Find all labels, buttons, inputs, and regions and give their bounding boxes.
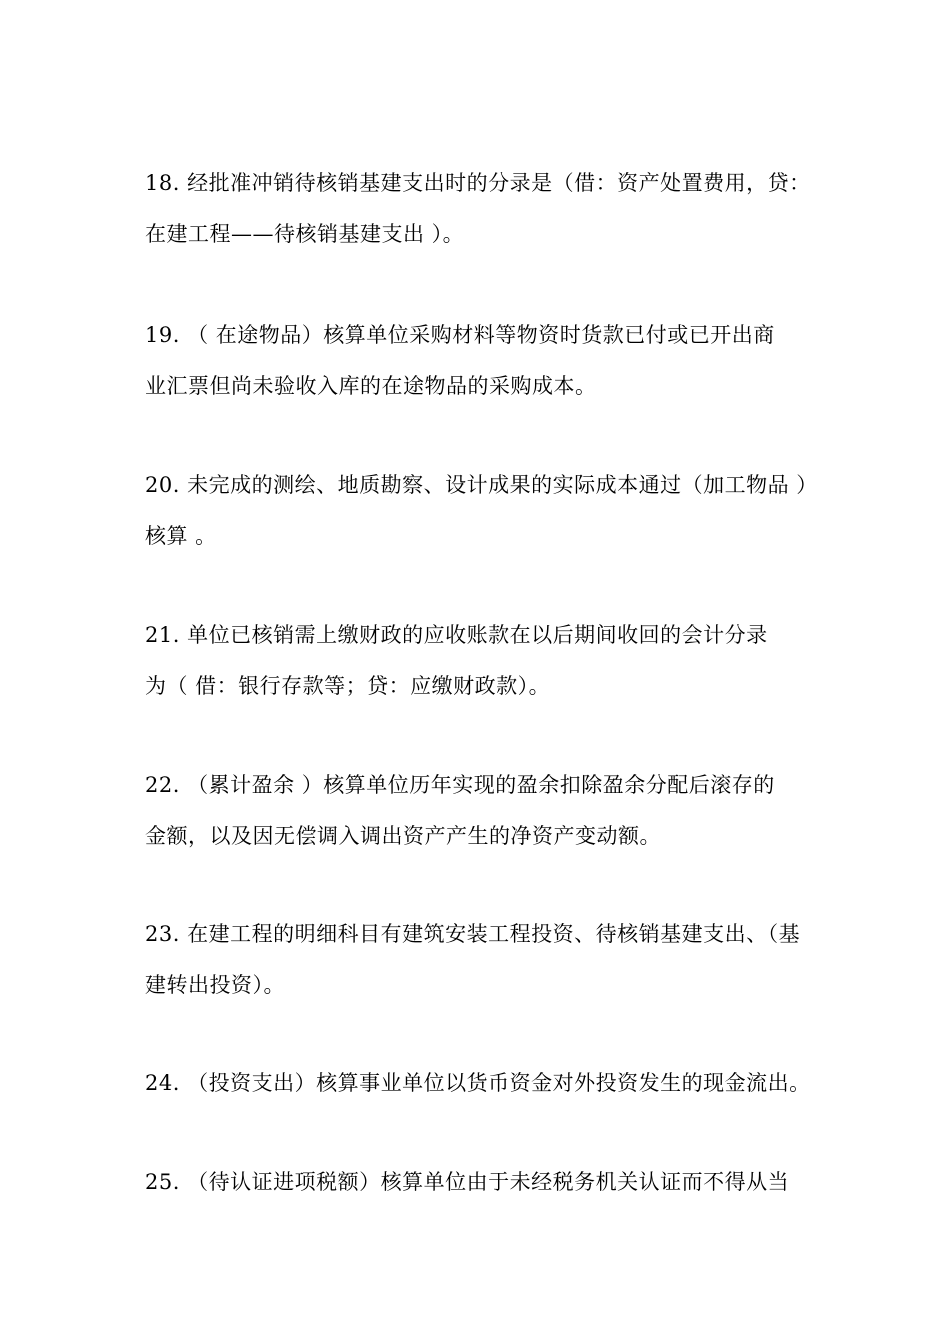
question-21 bbox=[145, 610, 810, 712]
question-21-line-2: 为（ 借：银行存款等；贷：应缴财政款）。 bbox=[145, 674, 551, 698]
question-19-line-1: 19. （ 在途物品）核算单位采购材料等物资时货款已付或已开出商 bbox=[145, 323, 775, 347]
question-20-line-1: 20. 未完成的测绘、地质勘察、设计成果的实际成本通过（加工物品 ） bbox=[145, 473, 818, 497]
question-23 bbox=[145, 909, 810, 1011]
question-18 bbox=[145, 158, 810, 260]
question-23-line-2: 建转出投资）。 bbox=[145, 973, 285, 997]
question-19 bbox=[145, 310, 810, 412]
question-18-line-2: 在建工程——待核销基建支出 ）。 bbox=[145, 222, 465, 246]
question-21-line-1: 21. 单位已核销需上缴财政的应收账款在以后期间收回的会计分录 bbox=[145, 623, 768, 647]
question-22 bbox=[145, 760, 810, 862]
question-24 bbox=[145, 1058, 810, 1109]
question-20 bbox=[145, 460, 818, 562]
question-18-line-1: 18. 经批准冲销待核销基建支出时的分录是（借：资产处置费用，贷： bbox=[145, 171, 811, 195]
question-22-line-2: 金额，以及因无偿调入调出资产产生的净资产变动额。 bbox=[145, 824, 661, 848]
question-25-line-1: 25. （待认证进项税额）核算单位由于未经税务机关认证而不得从当 bbox=[145, 1170, 790, 1194]
question-23-line-1: 23. 在建工程的明细科目有建筑安装工程投资、待核销基建支出、（基 bbox=[145, 922, 801, 946]
question-24-line-1: 24. （投资支出）核算事业单位以货币资金对外投资发生的现金流出。 bbox=[145, 1071, 811, 1095]
question-22-line-1: 22. （累计盈余 ）核算单位历年实现的盈余扣除盈余分配后滚存的 bbox=[145, 773, 775, 797]
question-20-line-2: 核算 。 bbox=[145, 524, 217, 548]
question-19-line-2: 业汇票但尚未验收入库的在途物品的采购成本。 bbox=[145, 374, 597, 398]
question-25 bbox=[145, 1157, 810, 1208]
